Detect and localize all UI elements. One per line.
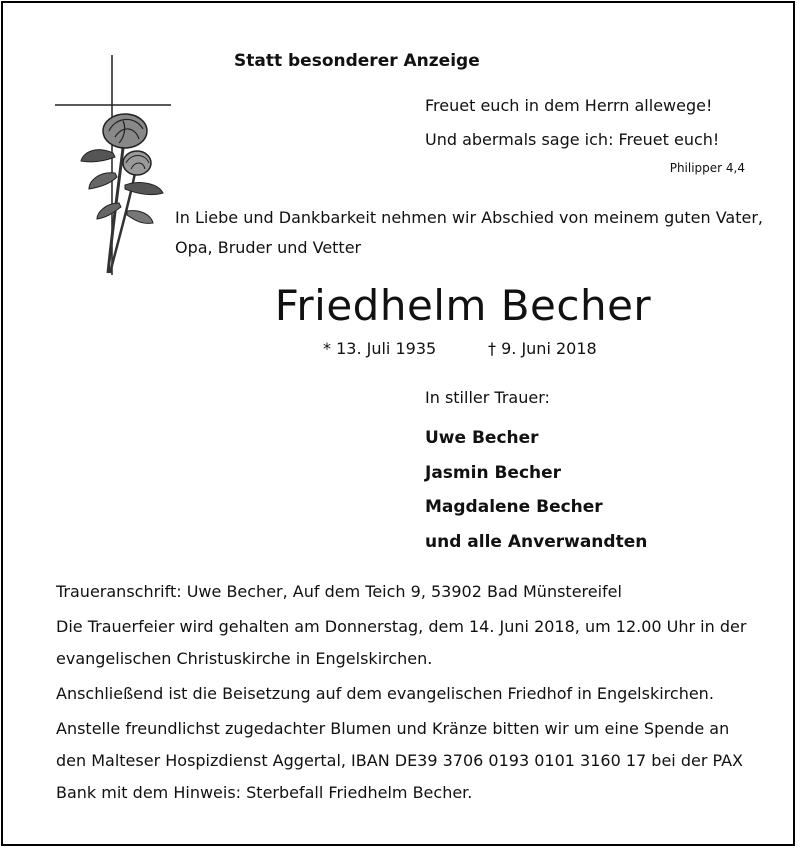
notice-details (56, 576, 756, 812)
cross-with-roses-icon (53, 53, 183, 283)
burial-info: Anschließend ist die Beisetzung auf dem evangelischen Friedhof in Engelskirchen. (56, 684, 714, 703)
mourners-list (425, 425, 647, 563)
bible-verse-line-1: Freuet euch in dem Herrn allewege! (425, 96, 713, 115)
mourner-name: Uwe Becher (425, 428, 539, 448)
mourner-name: und alle Anverwandten (425, 531, 648, 552)
intro-text: In Liebe und Dankbarkeit nehmen wir Abschied von meinem guten Vater, Opa, Bruder und Vetter (175, 208, 763, 257)
bible-verse-reference: Philipper 4,4 (669, 161, 745, 175)
death-date: † 9. Juni 2018 (488, 339, 597, 358)
donation-info: Anstelle freundlichst zugedachter Blumen und Kränze bitten wir um eine Spende an den Malteser Hospizdienst Aggertal, IBAN DE39 3706 0193 0101 3160 17 bei der PAX Bank mit dem Hinweis: Sterbefall Friedhelm Becher. (56, 719, 744, 802)
birth-date: * 13. Juli 1935 (323, 339, 437, 358)
notice-heading: Statt besonderer Anzeige (234, 51, 480, 71)
funeral-service-info: Die Trauerfeier wird gehalten am Donnerstag, dem 14. Juni 2018, um 12.00 Uhr in der evangelischen Christuskirche in Engelskirchen. (56, 617, 747, 668)
mourning-label: In stiller Trauer: (425, 388, 550, 407)
mourner-name: Jasmin Becher (425, 462, 562, 483)
bible-verse-line-2: Und abermals sage ich: Freuet euch! (425, 130, 720, 149)
mourner-name: Magdalene Becher (425, 497, 603, 517)
funeral-address: Traueranschrift: Uwe Becher, Auf dem Teich 9, 53902 Bad Münstereifel (56, 582, 622, 601)
deceased-name: Friedhelm Becher (274, 281, 652, 330)
obituary-notice (1, 1, 795, 846)
